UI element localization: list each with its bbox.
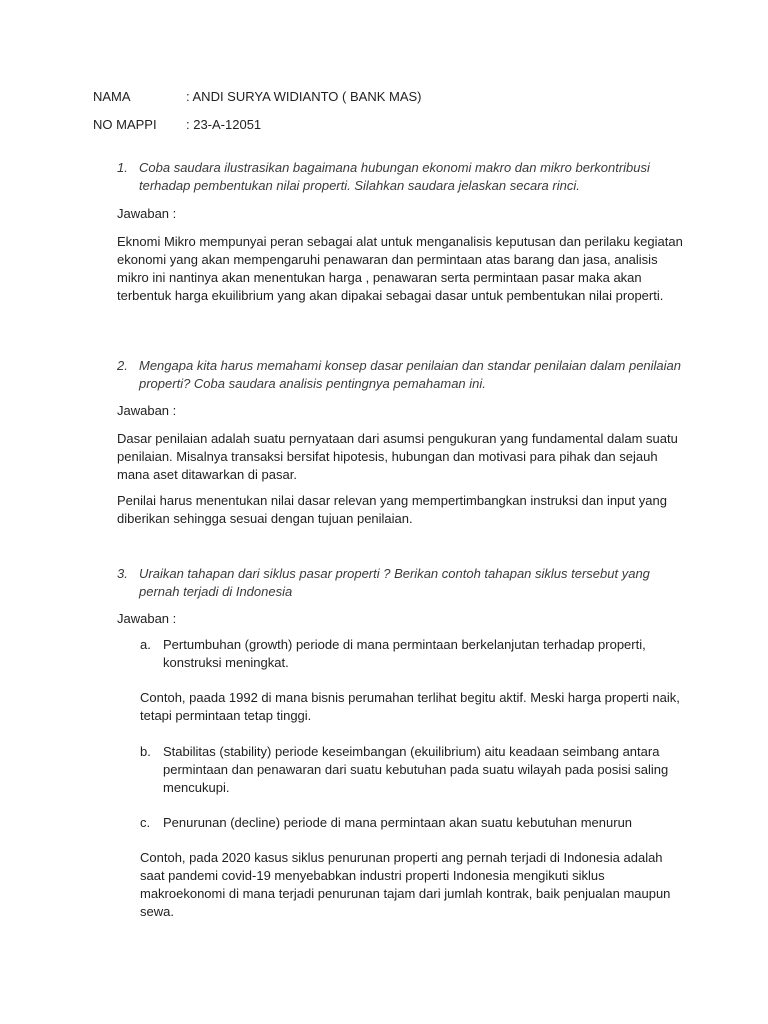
mappi-value: : 23-A-12051 [186, 117, 262, 132]
mappi-label: NO MAPPI [93, 117, 157, 132]
question-text: Coba saudara ilustrasikan bagaimana hubungan ekonomi makro dan mikro berkontribusi terhadap pembentukan nilai properti. Silahkan saudara jelaskan secara rinci. [139, 160, 650, 193]
list-letter: a. [140, 637, 151, 652]
nama-value: : ANDI SURYA WIDIANTO ( BANK MAS) [186, 89, 422, 104]
nama-label: NAMA [93, 89, 131, 104]
question-number: 2. [117, 358, 128, 373]
list-text: Stabilitas (stability) periode keseimbangan (ekuilibrium) aitu keadaan seimbang antara permintaan dan penawaran dari suatu kebutuhan pada suatu wilayah pada posisi saling mencukupi. [163, 744, 669, 795]
list-text: Penurunan (decline) periode di mana permintaan akan suatu kebutuhan menurun [163, 815, 633, 830]
question-2 [117, 357, 683, 393]
list-text: Pertumbuhan (growth) periode di mana permintaan berkelanjutan terhadap properti, konstruksi meningkat. [163, 637, 646, 670]
question-1 [117, 159, 683, 195]
list-letter: c. [140, 815, 151, 830]
question-number: 1. [117, 160, 128, 175]
list-item-b [140, 743, 683, 797]
answer-label-3: Jawaban : [117, 611, 177, 626]
question-text: Mengapa kita harus memahami konsep dasar penilaian dan standar penilaian dalam penilaian properti? Coba saudara analisis pentingnya pemahaman ini. [139, 358, 682, 391]
question-3 [117, 565, 683, 601]
example-2: Contoh, pada 2020 kasus siklus penurunan properti ang pernah terjadi di Indonesia adalah saat pandemi covid-19 menyebabkan industri properti Indonesia mengikuti siklus makroekonomi di mana terjadi penurunan tajam dari jumlah kontrak, baik penjualan maupun sewa. [140, 850, 671, 919]
answer-2-paragraph-2: Penilai harus menentukan nilai dasar relevan yang mempertimbangkan instruksi dan input yang diberikan sehingga sesuai dengan tujuan penilaian. [117, 493, 667, 526]
answer-label-2: Jawaban : [117, 403, 177, 418]
question-text: Uraikan tahapan dari siklus pasar properti ? Berikan contoh tahapan siklus tersebut yang pernah terjadi di Indonesia [139, 566, 650, 599]
answer-1-paragraph: Eknomi Mikro mempunyai peran sebagai alat untuk menganalisis keputusan dan perilaku kegiatan ekonomi yang akan mempengaruhi penawaran dan permintaan atas barang dan jasa, analisis mikro ini nantinya akan menentukan harga , penawaran serta permintaan pasar maka akan terbentuk harga ekuilibrium yang akan dipakai sebagai dasar untuk pembentukan nilai properti. [117, 234, 683, 303]
answer-label-1: Jawaban : [117, 206, 177, 221]
question-number: 3. [117, 566, 128, 581]
list-item-c [140, 814, 683, 832]
answer-2-paragraph-1: Dasar penilaian adalah suatu pernyataan dari asumsi pengukuran yang fundamental dalam suatu penilaian. Misalnya transaksi bersifat hipotesis, hubungan dan motivasi para pihak dan sejauh mana aset ditawarkan di pasar. [117, 431, 678, 482]
list-letter: b. [140, 744, 151, 759]
example-1: Contoh, paada 1992 di mana bisnis perumahan terlihat begitu aktif. Meski harga properti naik, tetapi permintaan tetap tinggi. [140, 690, 680, 723]
list-item-a [140, 636, 683, 672]
